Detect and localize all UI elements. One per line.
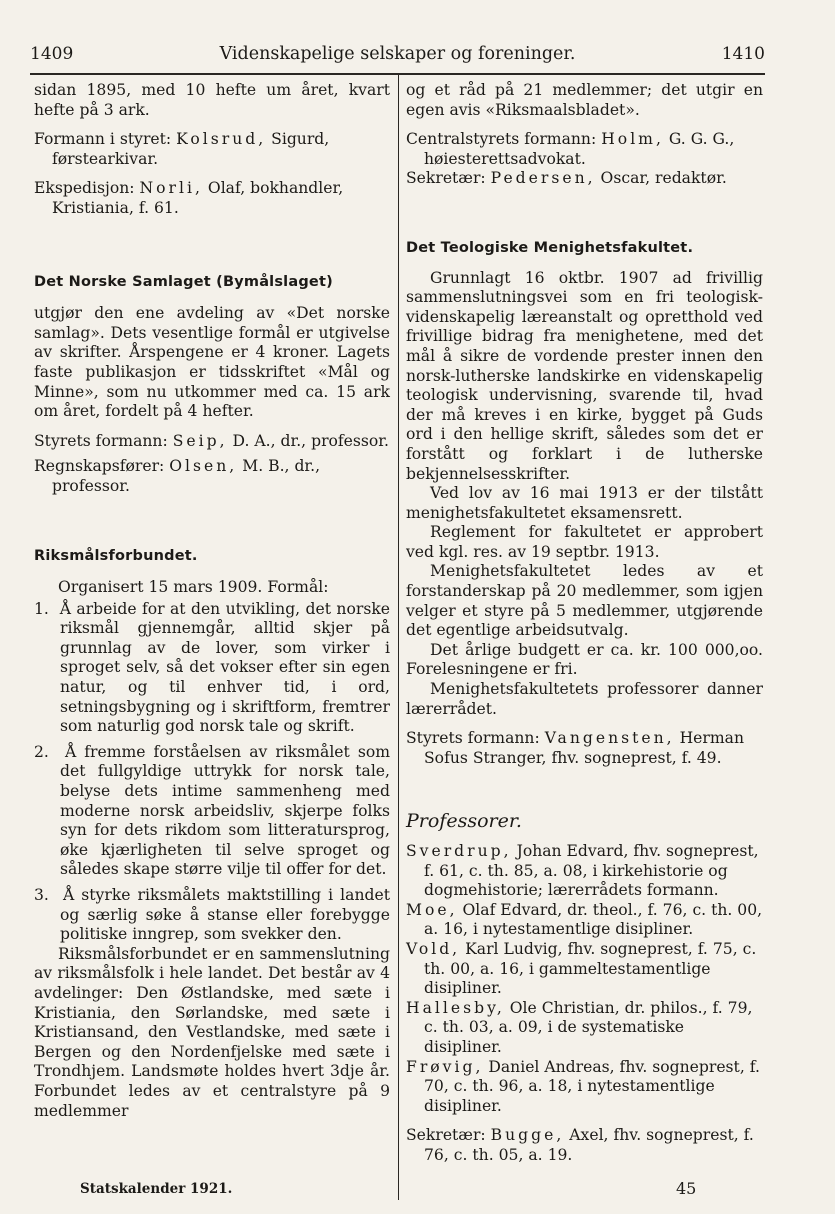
riksmaal-item-2: [34, 743, 390, 880]
riksmaal-item-1-number: 1.: [34, 599, 49, 618]
centralstyre-rest: G. G. G., høiesterettsadvokat.: [424, 130, 735, 168]
professor-2-text: Olaf Edvard, dr. theol., f. 76, c. th. 00, a. 16, i nytestamentlige disipliner.: [424, 900, 763, 939]
ekspedisjon-rest: Olaf, bokhandler, Kristiania, f. 61.: [52, 179, 344, 217]
professor-3-text: Karl Ludvig, fhv. sogneprest, f. 75, c. th. 00, a. 16, i gammeltestamentlige disipliner.: [424, 939, 757, 998]
riksmaal-item-2-text: Å fremme forståelsen av riksmålet som det fullgyldige uttrykk for norsk tale, belyse dets intime sammenheng med moderne norsk arbeidsliv, skjerpe folks syn for dets rikdom som litteratursprog, øke kjærligheten til selve sproget og således skape større vilje til offer for det.: [60, 742, 391, 879]
fakultet-formann-rest: Herman Sofus Stranger, fhv. sogneprest, f. 49.: [424, 729, 744, 767]
fakultet-formann-label: Styrets formann:: [406, 729, 540, 748]
samlaget-heading: Det Norske Samlaget (Bymålslaget): [34, 273, 333, 290]
professor-entry-5: [406, 1058, 763, 1117]
riksmaal-closing: Riksmålsforbundet er en sammenslutning av riksmålsfolk i hele landet. Det består av 4 avdelinger: Den Østlandske, med sæte i Kristiania, den Sørlandske, med sæte i Kristiansand, den Vestlandske, med sæte i Bergen og den Nordenfjelske med sæte i Trondhjem. Landsmøte holdes hvert 3dje år. Forbundet ledes av et centralstyre på 9 medlemmer: [34, 944, 390, 1120]
professor-entry-1: [406, 842, 763, 901]
professorer-heading: Professorer.: [406, 810, 522, 833]
centralstyre-name: Holm,: [601, 130, 664, 149]
fakultet-heading: Det Teologiske Menighetsfakultet.: [406, 239, 694, 256]
fakultet-formann-name: Vangensten,: [544, 729, 675, 748]
running-title: Videnskapelige selskaper og foreninger.: [219, 44, 576, 64]
professorer-sekretaer-label: Sekretær:: [406, 1126, 486, 1145]
samlaget-formann-label: Styrets formann:: [34, 431, 168, 450]
riksmaal-item-3-number: 3.: [34, 886, 49, 904]
samlaget-regnskap-name: Olsen,: [169, 457, 238, 476]
riksmaal-item-1-text: Å arbeide for at den utvikling, det norske riksmål gjennemgår, alltid skjer på grunnlag av de lover, som virker i sproget selv, så det vokser efter sin egen natur, og til enhver tid, i ord, setningsbygning og i skriftform, fremtrer som naturlig god norsk tale og skrift.: [59, 599, 390, 736]
centralstyre-entry: [406, 130, 763, 169]
professorer-sekretaer-rest: Axel, fhv. sogneprest, f. 76, c. th. 05, a. 19.: [424, 1126, 754, 1164]
footer-signature-mark: 45: [676, 1179, 697, 1198]
fakultet-formann: [406, 729, 763, 768]
professor-entry-4: [406, 999, 763, 1058]
samlaget-body: utgjør den ene avdeling av «Det norske samlag». Dets vesentlige formål er utgivelse av skrifter. Årspengene er 4 kroner. Lagets faste publikasjon er tidsskriftet «Mål og Minne», som nu utkommer med ca. 15 ark om året, fordelt på 4 hefter.: [34, 304, 390, 421]
column-divider: [398, 75, 399, 1200]
riksmaal-heading: Riksmålsforbundet.: [34, 547, 198, 564]
page-number-left: 1409: [30, 44, 74, 64]
ekspedisjon-entry: [34, 179, 390, 218]
professor-entry-3: [406, 940, 763, 999]
page-number-right: 1410: [721, 44, 765, 64]
samlaget-formann-name: Seip,: [172, 431, 228, 450]
samlaget-regnskap-label: Regnskapsfører:: [34, 457, 165, 476]
sekretaer-label: Sekretær:: [406, 169, 486, 188]
sekretaer-rest: Oscar, redaktør.: [600, 169, 727, 188]
professor-5-name: Frøvig,: [406, 1057, 484, 1076]
professor-2-name: Moe,: [406, 900, 458, 919]
riksmaal-item-2-number: 2.: [34, 742, 49, 761]
professor-entry-2: [406, 901, 763, 940]
sekretaer-name: Pedersen,: [490, 169, 596, 188]
professor-1-name: Sverdrup,: [406, 842, 512, 860]
intro-text: sidan 1895, med 10 hefte um året, kvart hefte på 3 ark.: [34, 81, 390, 119]
samlaget-formann: [34, 432, 390, 452]
right-column: [406, 81, 763, 1166]
left-column: [34, 81, 390, 1121]
riksmaal-organisert: Organisert 15 mars 1909. Formål:: [58, 578, 329, 597]
riksmaal-item-3: [34, 886, 390, 945]
fakultet-paragraph-2: Ved lov av 16 mai 1913 er der tilstått menighetsfakultetet eksamensrett.: [406, 484, 763, 522]
fakultet-paragraph-5: Det årlige budgett er ca. kr. 100 000,oo. Forelesningene er fri.: [406, 640, 763, 679]
riksmaal-continued: og et råd på 21 medlemmer; det utgir en egen avis «Riksmaalsbladet».: [406, 81, 763, 119]
fakultet-paragraph-4: Menighetsfakultetet ledes av et forstanderskap på 20 medlemmer, som igjen velger et styre på 5 medlemmer, utgjørende det egentlige arbeidsutvalg.: [406, 562, 763, 640]
professor-4-text: Ole Christian, dr. philos., f. 79, c. th. 03, a. 09, i de systematiske disipliner.: [424, 998, 753, 1056]
professor-4-name: Hallesby,: [406, 998, 505, 1017]
professorer-sekretaer: [406, 1126, 763, 1165]
fakultet-paragraph-3: Reglement for fakultetet er approbert ved kgl. res. av 19 septbr. 1913.: [406, 523, 763, 561]
formann-name: Kolsrud,: [176, 130, 267, 149]
formann-rest: Sigurd, førstearkivar.: [52, 130, 330, 168]
professor-3-name: Vold,: [406, 939, 461, 958]
fakultet-paragraph-6: Menighetsfakultetets professorer danner lærerrådet.: [406, 680, 763, 718]
samlaget-formann-rest: D. A., dr., professor.: [232, 431, 389, 450]
samlaget-regnskap: [34, 457, 390, 496]
professorer-sekretaer-name: Bugge,: [490, 1126, 565, 1145]
sekretaer-entry: [406, 169, 763, 189]
ekspedisjon-label: Ekspedisjon:: [34, 179, 135, 198]
page-header: [30, 44, 765, 72]
riksmaal-item-3-text: Å styrke riksmålets maktstilling i landet og særlig søke å stanse eller forebygge politiske inngrep, som svekker den.: [60, 886, 390, 944]
centralstyre-label: Centralstyrets formann:: [406, 130, 597, 149]
professor-1-text: Johan Edvard, fhv. sogneprest, f. 61, c. th. 85, a. 08, i kirkehistorie og dogmehistorie; lærerrådets formann.: [424, 842, 759, 900]
fakultet-paragraph-1: Grunnlagt 16 oktbr. 1907 ad frivillig sammenslutningsvei som en fri teologisk-videnskapelig læreanstalt og opretthold ved frivillige bidrag fra menighetene, med det mål å sikre de vordende prester innen den norsk-lutherske landskirke en videnskapelig teologisk undervisning, svarende til, hvad der må kreves i en kirke, bygget på Guds ord i den hellige skrift, således som det er forstått og forklart i de lutherske bekjennelsesskrifter.: [406, 268, 763, 483]
footer-publication: Statskalender 1921.: [80, 1181, 233, 1197]
samlaget-regnskap-rest: M. B., dr., professor.: [52, 457, 321, 495]
ekspedisjon-name: Norli,: [139, 179, 203, 198]
riksmaal-item-1: [34, 600, 390, 737]
professor-5-text: Daniel Andreas, fhv. sogneprest, f. 70, c. th. 96, a. 18, i nytestamentlige disipliner.: [424, 1057, 760, 1115]
formann-entry: [34, 130, 390, 169]
formann-label: Formann i styret:: [34, 130, 172, 149]
